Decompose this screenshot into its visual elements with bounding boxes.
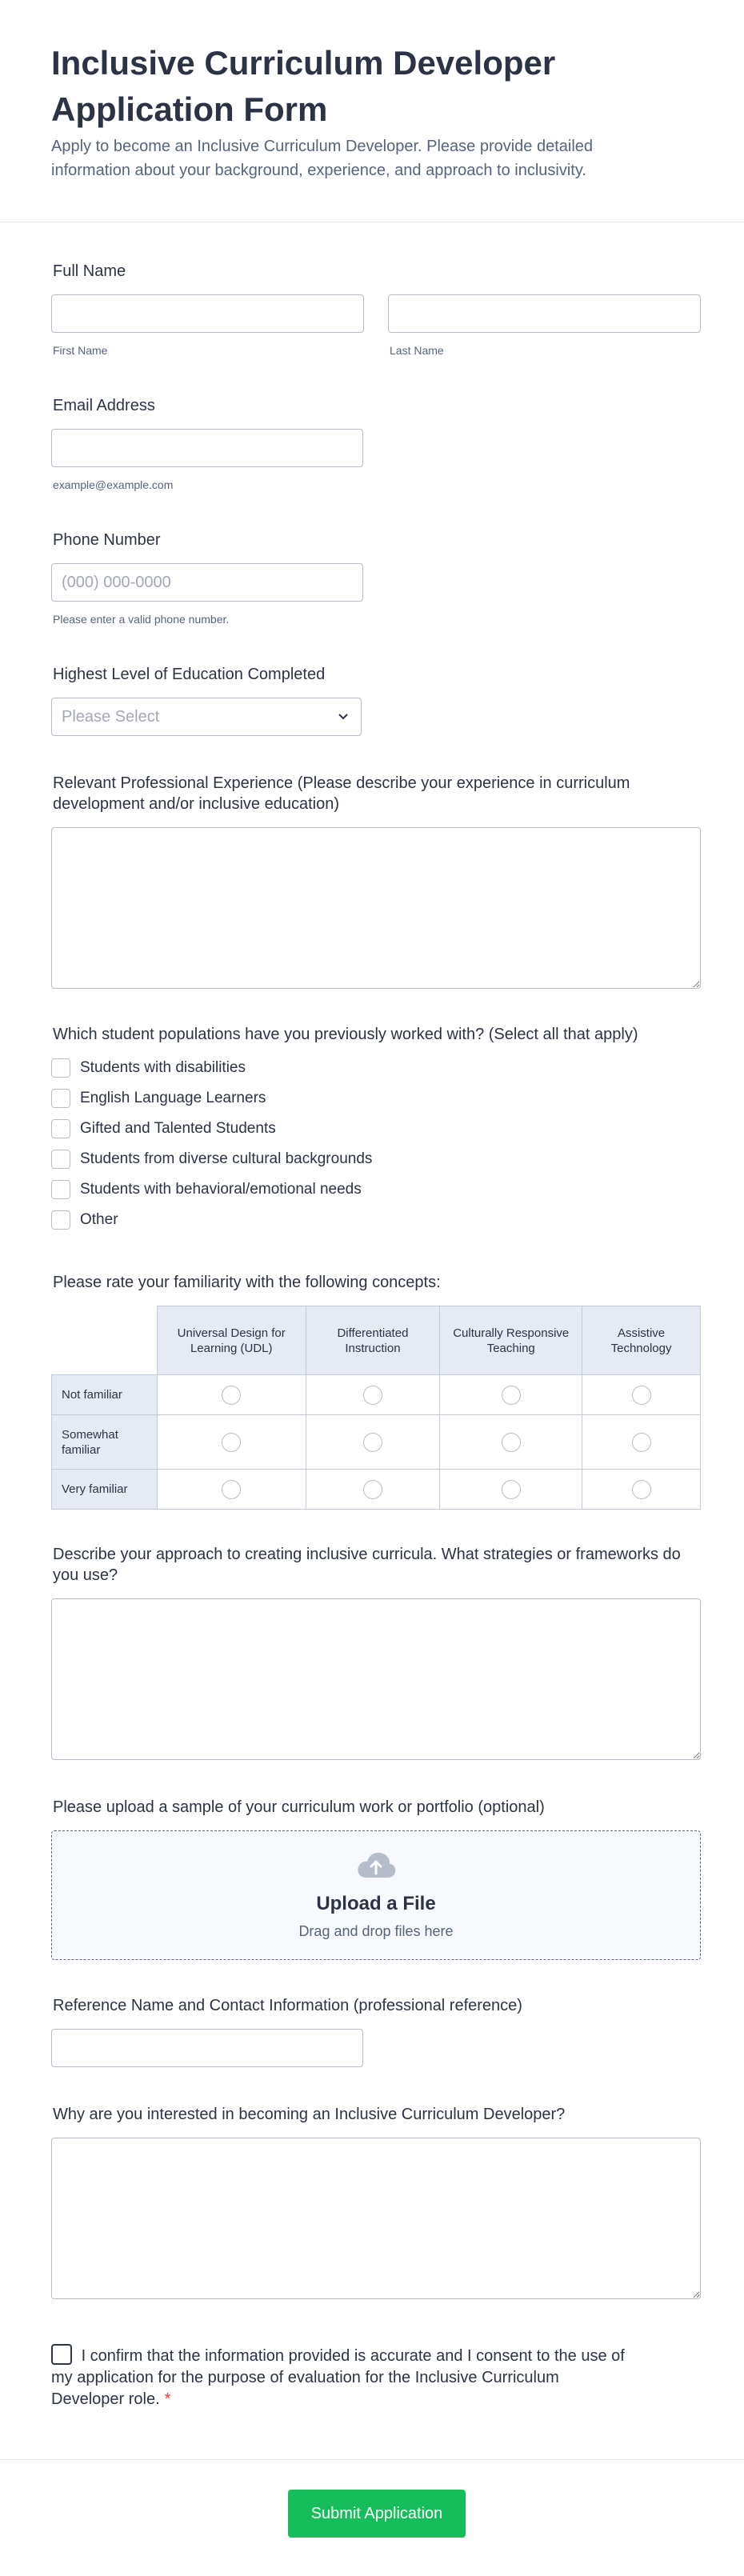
approach-label: Describe your approach to creating inclusive curricula. What strategies or frameworks do you use? [53,1546,681,1584]
familiarity-field [51,1272,701,1293]
checkbox[interactable] [51,1180,70,1199]
file-upload-dropzone[interactable] [51,1830,701,1960]
checkbox[interactable] [51,1210,70,1230]
consent-checkbox[interactable] [51,2344,72,2365]
checkbox[interactable] [51,1119,70,1138]
matrix-column-header: Differentiated Instruction [306,1306,440,1375]
matrix-corner [52,1306,158,1375]
consent-field[interactable] [51,2344,635,2410]
education-select[interactable] [51,698,362,736]
first-name-input[interactable] [51,294,364,333]
approach-field [51,1544,701,1760]
radio-button[interactable] [222,1480,241,1499]
full-name-label: Full Name [53,262,126,280]
reference-input[interactable] [51,2029,363,2067]
upload-label: Please upload a sample of your curriculum work or portfolio (optional) [53,1798,545,1816]
familiarity-matrix [51,1306,701,1510]
email-label: Email Address [53,397,155,414]
phone-sublabel: Please enter a valid phone number. [53,613,230,626]
cloud-upload-icon [355,1850,397,1879]
experience-label: Relevant Professional Experience (Please describe your experience in curriculum development and/or inclusive education) [53,774,630,813]
interest-field [51,2104,701,2299]
populations-options [51,1053,701,1235]
familiarity-label: Please rate your familiarity with the following concepts: [53,1274,441,1291]
first-name-sublabel: First Name [53,344,108,357]
radio-button[interactable] [502,1433,521,1452]
upload-title: Upload a File [316,1893,436,1914]
reference-field [51,1995,701,2067]
radio-button[interactable] [363,1386,382,1405]
email-field [51,395,701,491]
radio-button[interactable] [222,1386,241,1405]
phone-input[interactable] [51,563,363,602]
page-title: Inclusive Curriculum Developer Application Form [51,44,556,128]
experience-textarea[interactable] [51,827,701,989]
radio-button[interactable] [632,1433,651,1452]
consent-label: I confirm that the information provided is accurate and I consent to the use of my application for the purpose of evaluation for the Inclusive Curriculum Developer role. [51,2347,625,2408]
checkbox[interactable] [51,1058,70,1078]
population-option[interactable]: Students with behavioral/emotional needs [51,1174,701,1205]
email-sublabel: example@example.com [53,478,174,491]
radio-button[interactable] [363,1433,382,1452]
matrix-column-header: Culturally Responsive Teaching [440,1306,582,1375]
checkbox[interactable] [51,1089,70,1108]
population-option[interactable]: Gifted and Talented Students [51,1114,701,1144]
phone-label: Phone Number [53,531,161,549]
required-marker: * [164,2390,171,2408]
education-label: Highest Level of Education Completed [53,666,326,683]
radio-button[interactable] [632,1480,651,1499]
population-option[interactable]: Students from diverse cultural backgrounds [51,1144,701,1174]
full-name-field [51,261,701,357]
radio-button[interactable] [363,1480,382,1499]
matrix-column-header: Universal Design for Learning (UDL) [157,1306,306,1375]
approach-textarea[interactable] [51,1598,701,1760]
interest-textarea[interactable] [51,2138,701,2299]
population-option[interactable]: English Language Learners [51,1083,701,1114]
interest-label: Why are you interested in becoming an Inclusive Curriculum Developer? [53,2106,566,2123]
populations-field [51,1024,701,1235]
page-description: Apply to become an Inclusive Curriculum Developer. Please provide detailed information about your background, experience, and approach to inclusivity. [51,138,594,179]
footer-divider [0,2459,744,2460]
phone-field [51,530,701,626]
form-header [0,0,744,222]
matrix-column-header: Assistive Technology [582,1306,701,1375]
radio-button[interactable] [502,1480,521,1499]
upload-field [51,1797,701,1818]
radio-button[interactable] [222,1433,241,1452]
matrix-row-header: Not familiar [52,1375,158,1415]
matrix-row-header: Somewhat familiar [52,1415,158,1470]
last-name-sublabel: Last Name [390,344,444,357]
populations-label: Which student populations have you previously worked with? (Select all that apply) [53,1026,638,1043]
education-selected-value: Please Select [62,708,160,726]
reference-label: Reference Name and Contact Information (professional reference) [53,1997,522,2014]
population-option[interactable]: Students with disabilities [51,1053,701,1083]
matrix-row-header: Very familiar [52,1470,158,1510]
chevron-down-icon [337,710,350,722]
email-input[interactable] [51,429,363,467]
radio-button[interactable] [502,1386,521,1405]
radio-button[interactable] [632,1386,651,1405]
education-field [51,664,701,736]
population-option[interactable]: Other [51,1205,701,1235]
last-name-input[interactable] [388,294,701,333]
checkbox[interactable] [51,1150,70,1169]
upload-subtitle: Drag and drop files here [298,1923,454,1939]
submit-button[interactable]: Submit Application [288,2490,466,2538]
experience-field [51,773,701,989]
